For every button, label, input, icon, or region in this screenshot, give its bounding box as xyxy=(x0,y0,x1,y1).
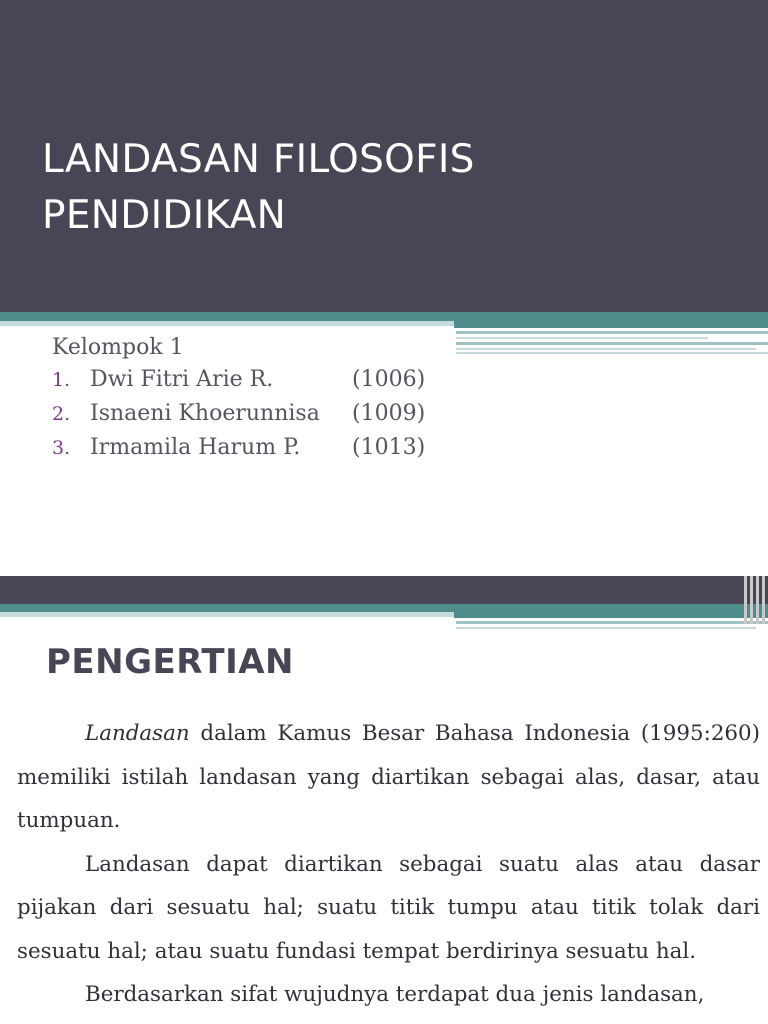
paragraph: Landasan dapat diartikan sebagai suatu alas atau dasar pijakan dari sesuatu hal; suatu titik tumpu atau titik tolak dari sesuatu hal; atau suatu fundasi tempat berdirinya sesuatu hal. xyxy=(17,851,760,964)
accent-stripe xyxy=(454,612,768,618)
slide-pengertian xyxy=(0,576,768,1024)
paragraph-text: dalam Kamus Besar Bahasa Indonesia (1995:260) memiliki istilah landasan yang diartikan sebagai alas, dasar, atau tumpuan. xyxy=(17,721,760,833)
list-number: 3. xyxy=(52,437,71,459)
section-heading: PENGERTIAN xyxy=(46,642,294,682)
title-line-2: PENDIDIKAN xyxy=(42,193,287,238)
accent-stripe xyxy=(456,621,768,624)
member-name: Irmamila Harum P. xyxy=(90,435,301,460)
accent-stripe xyxy=(456,342,768,345)
member-name: Dwi Fitri Arie R. xyxy=(90,367,274,392)
group-label: Kelompok 1 xyxy=(52,335,184,360)
member-item xyxy=(52,363,425,397)
member-item xyxy=(52,397,425,431)
accent-stripe xyxy=(0,321,454,326)
accent-stripe xyxy=(454,321,768,328)
accent-stripe xyxy=(456,331,768,334)
paragraph: Berdasarkan sifat wujudnya terdapat dua jenis landasan, xyxy=(85,982,705,1007)
slide-title-text xyxy=(42,132,475,244)
list-number: 1. xyxy=(52,369,71,391)
member-name: Isnaeni Khoerunnisa xyxy=(90,401,320,426)
title-line-1: LANDASAN FILOSOFIS xyxy=(42,137,475,182)
member-code: (1006) xyxy=(352,367,426,392)
member-item xyxy=(52,431,425,465)
decor-line xyxy=(750,576,753,624)
accent-stripe xyxy=(456,627,756,629)
accent-stripe xyxy=(0,612,454,617)
member-list xyxy=(52,333,425,465)
accent-stripe xyxy=(0,312,768,321)
accent-stripe xyxy=(456,337,708,339)
decor-line xyxy=(762,576,765,624)
decor-line xyxy=(756,576,759,624)
header-band xyxy=(0,576,768,604)
accent-stripe xyxy=(456,352,768,354)
paragraph xyxy=(17,712,760,843)
accent-stripe xyxy=(456,348,756,350)
member-code: (1009) xyxy=(352,401,426,426)
member-code: (1013) xyxy=(352,435,426,460)
italic-term: Landasan xyxy=(85,721,190,746)
list-number: 2. xyxy=(52,403,71,425)
decor-line xyxy=(744,576,747,624)
accent-stripe xyxy=(0,604,768,612)
body-text xyxy=(17,712,760,1017)
